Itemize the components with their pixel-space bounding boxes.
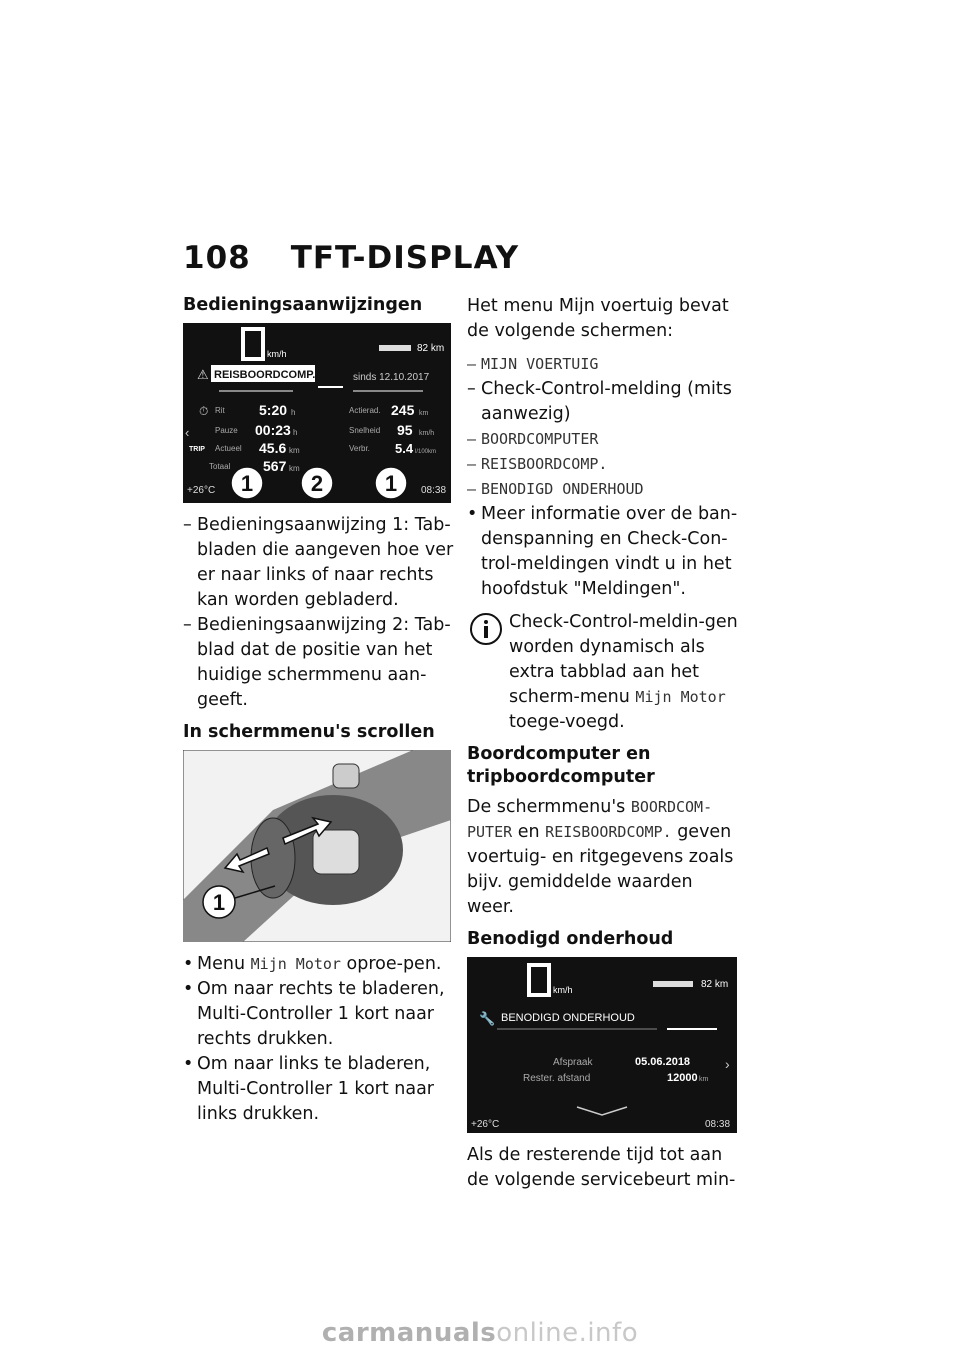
svg-text:Pauze: Pauze — [215, 426, 238, 435]
figure-tft-service — [467, 957, 737, 1133]
section-title-operating-elements: Bedieningsaanwijzingen — [183, 295, 423, 315]
intro-text: Het menu Mijn voertuig bevat de volgende schermen: — [467, 296, 729, 341]
svg-text:5.4: 5.4 — [395, 441, 414, 456]
svg-text:km: km — [699, 1076, 709, 1083]
list-item: • Menu Mijn Motor oproe-pen. — [183, 952, 455, 977]
page-number: 108 — [183, 240, 251, 276]
svg-text:Afspraak: Afspraak — [553, 1057, 593, 1068]
chevron-right-icon: › — [725, 1056, 730, 1072]
wrench-icon: 🔧 — [479, 1011, 496, 1026]
svg-text:km/h: km/h — [419, 430, 435, 437]
warning-icon: ⚠ — [197, 367, 209, 382]
svg-text:Rester. afstand: Rester. afstand — [523, 1073, 591, 1084]
service-title: BENODIGD ONDERHOUD — [501, 1012, 635, 1024]
chapter-title: TFT-DISPLAY — [290, 240, 520, 276]
trip-title: REISBOORDCOMP. — [214, 369, 316, 381]
chevron-left-icon: ‹ — [185, 425, 190, 440]
trip-computer-text: De schermmenu's BOORDCOM-PUTER en REISBOORDCOMP. geven voertuig- en ritgegevens zoals bijv. gemiddelde waarden weer. — [467, 797, 734, 917]
bullet-list — [467, 502, 739, 602]
svg-text:245: 245 — [391, 402, 415, 418]
clock-icon: ⏱ — [199, 404, 209, 418]
section-title-service: Benodigd onderhoud — [467, 929, 674, 949]
svg-text:h: h — [291, 408, 296, 417]
list-item: – Bedieningsaanwijzing 2: Tab-blad dat de positie van het huidige schermmenu aan-geeft. — [183, 613, 455, 713]
list-item: • Om naar links te bladeren, Multi-Controller 1 kort naar links drukken. — [183, 1052, 455, 1127]
svg-text:Rit: Rit — [215, 406, 225, 415]
svg-text:567: 567 — [263, 458, 287, 474]
clock-time: 08:38 — [421, 485, 447, 496]
section-title-trip-computer: Boordcomputer en tripboordcomputer — [467, 744, 655, 787]
svg-text:Totaal: Totaal — [209, 462, 231, 471]
svg-text:82 km: 82 km — [701, 979, 729, 990]
page-header — [183, 240, 519, 276]
svg-text:00:23: 00:23 — [255, 422, 291, 438]
svg-text:+26°C: +26°C — [471, 1119, 500, 1130]
section-title-scrolling: In schermmenu's scrollen — [183, 722, 435, 742]
left-column — [183, 294, 455, 1135]
svg-text:1: 1 — [212, 890, 226, 915]
svg-text:h: h — [293, 428, 298, 437]
range-value: 82 km — [417, 343, 445, 354]
list-item: – MIJN VOERTUIG — [467, 352, 739, 377]
svg-text:12000: 12000 — [667, 1072, 698, 1084]
figure-tft-trip-computer — [183, 323, 451, 503]
svg-text:1: 1 — [240, 471, 254, 496]
svg-text:2: 2 — [310, 471, 324, 496]
fuel-gauge-icon — [653, 981, 693, 987]
svg-text:Verbr.: Verbr. — [349, 444, 370, 453]
list-item: – BENODIGD ONDERHOUD — [467, 477, 739, 502]
svg-text:km: km — [289, 446, 300, 455]
svg-text:Snelheid: Snelheid — [349, 426, 381, 435]
list-item: – Bedieningsaanwijzing 1: Tab-bladen die aangeven hoe ver er naar links of naar rechts kan worden gebladerd. — [183, 513, 455, 613]
screens-list — [467, 352, 739, 502]
info-icon — [467, 610, 505, 648]
info-note: Check-Control-meldin-gen worden dynamisch als extra tabblad aan het scherm-menu Mijn Motor toege-voegd. — [467, 610, 739, 735]
svg-text:08:38: 08:38 — [705, 1119, 731, 1130]
svg-text:Actueel: Actueel — [215, 444, 242, 453]
svg-text:45.6: 45.6 — [259, 440, 287, 456]
speed-unit: km/h — [267, 349, 287, 359]
figure-multi-controller — [183, 750, 451, 942]
since-date: sinds 12.10.2017 — [353, 372, 430, 383]
list-item: – Check-Control-melding (mits aanwezig) — [467, 377, 739, 427]
svg-text:km/h: km/h — [553, 985, 573, 995]
list-item: – BOORDCOMPUTER — [467, 427, 739, 452]
scroll-list — [183, 952, 455, 1127]
fuel-gauge-icon — [379, 345, 411, 351]
svg-text:l/100km: l/100km — [415, 449, 437, 455]
list-item: • Om naar rechts te bladeren, Multi-Controller 1 kort naar rechts drukken. — [183, 977, 455, 1052]
svg-text:km: km — [289, 464, 300, 473]
right-column — [467, 294, 739, 1201]
operating-elements-list — [183, 513, 455, 713]
svg-text:95: 95 — [397, 422, 413, 438]
svg-text:05.06.2018: 05.06.2018 — [635, 1056, 691, 1068]
svg-text:Actierad.: Actierad. — [349, 406, 381, 415]
svg-text:1: 1 — [384, 471, 398, 496]
svg-text:km: km — [419, 410, 429, 417]
list-item: – REISBOORDCOMP. — [467, 452, 739, 477]
watermark: carmanualsonline.info — [321, 1318, 639, 1348]
temperature: +26°C — [187, 485, 216, 496]
svg-text:5:20: 5:20 — [259, 402, 288, 418]
trip-badge: TRIP — [189, 446, 205, 453]
outro-text: Als de resterende tijd tot aan de volgende servicebeurt min- — [467, 1145, 736, 1190]
list-item: • Meer informatie over de ban-denspanning en Check-Con-trol-meldingen vindt u in het hoofdstuk "Meldingen". — [467, 502, 739, 602]
